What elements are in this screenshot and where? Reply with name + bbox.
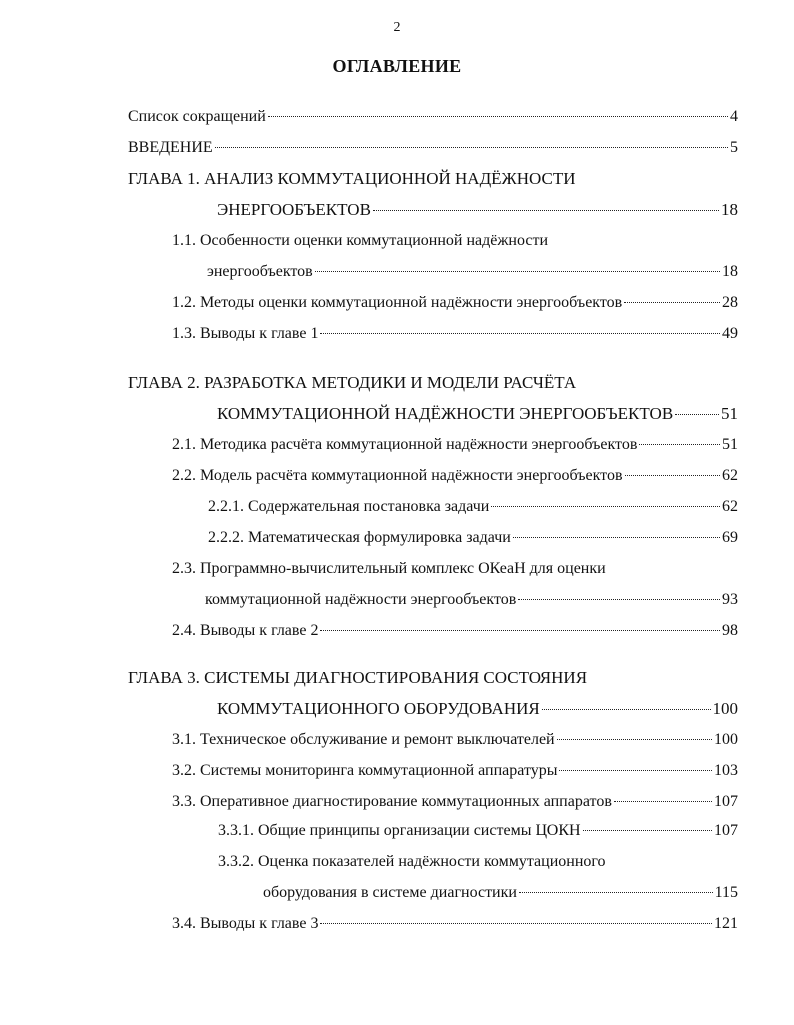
toc-entry-page: 18	[721, 200, 738, 219]
toc-entry-text: энергообъектов	[207, 263, 313, 280]
toc-entry-page: 100	[714, 731, 738, 748]
dot-leader	[513, 537, 720, 538]
toc-entry-page: 103	[714, 762, 738, 779]
dot-leader	[519, 892, 713, 893]
toc-entry-page: 107	[714, 822, 738, 839]
dot-leader	[215, 147, 728, 148]
dot-leader	[675, 414, 719, 415]
toc-entry-page: 4	[730, 108, 738, 125]
dot-leader	[320, 923, 712, 924]
toc-entry[interactable]	[172, 791, 738, 813]
toc-entry-page: 100	[712, 699, 738, 718]
toc-entry-page: 98	[722, 622, 738, 639]
dot-leader	[518, 599, 720, 600]
toc-entry[interactable]	[172, 292, 738, 314]
toc-entry-text: 2.2. Модель расчёта коммутационной надёжности энергообъектов	[172, 467, 623, 484]
dot-leader	[557, 739, 712, 740]
toc-entry-text: 2.4. Выводы к главе 2	[172, 622, 319, 639]
toc-entry[interactable]	[217, 698, 738, 720]
toc-entry-page: 62	[722, 467, 738, 484]
toc-entry-text: 3.3. Оперативное диагностирование коммутационных аппаратов	[172, 793, 612, 810]
toc-entry-text: 2.2.1. Содержательная постановка задачи	[208, 498, 490, 515]
toc-entry[interactable]	[263, 882, 738, 904]
toc-entry-text: 3.3.1. Общие принципы организации системы ЦОКН	[218, 822, 581, 839]
toc-entry-text: КОММУТАЦИОННОГО ОБОРУДОВАНИЯ	[217, 699, 540, 718]
dot-leader	[320, 630, 720, 631]
toc-entry[interactable]	[172, 760, 738, 782]
toc-entry-text: 1.3. Выводы к главе 1	[172, 325, 319, 342]
toc-title: ОГЛАВЛЕНИЕ	[332, 56, 462, 76]
toc-entry[interactable]	[172, 620, 738, 642]
toc-entry-text: 1.2. Методы оценки коммутационной надёжности энергообъектов	[172, 294, 623, 311]
dot-leader	[639, 444, 720, 445]
toc-chapter-heading[interactable]	[128, 372, 576, 394]
toc-entry[interactable]	[208, 496, 738, 518]
toc-entry[interactable]	[172, 230, 548, 252]
toc-entry[interactable]	[218, 820, 738, 842]
toc-entry[interactable]	[205, 589, 738, 611]
toc-entry-page: 115	[714, 884, 738, 901]
toc-entry[interactable]	[217, 199, 738, 221]
toc-entry-text: ГЛАВА 1. АНАЛИЗ КОММУТАЦИОННОЙ НАДЁЖНОСТИ	[128, 169, 576, 188]
dot-leader	[268, 116, 728, 117]
dot-leader	[542, 709, 711, 710]
dot-leader	[373, 210, 719, 211]
toc-entry[interactable]	[218, 851, 606, 873]
toc-entry[interactable]	[208, 527, 738, 549]
toc-entry-text: 1.1. Особенности оценки коммутационной надёжности	[172, 232, 549, 249]
dot-leader	[624, 302, 720, 303]
toc-entry-text: Список сокращений	[128, 108, 266, 125]
toc-entry[interactable]	[217, 403, 738, 425]
dot-leader	[315, 271, 720, 272]
toc-entry[interactable]	[172, 434, 738, 456]
toc-entry-text: ГЛАВА 2. РАЗРАБОТКА МЕТОДИКИ И МОДЕЛИ РАСЧЁТА	[128, 373, 577, 392]
toc-entry[interactable]	[172, 729, 738, 751]
toc-chapter-heading[interactable]	[128, 168, 576, 190]
dot-leader	[614, 801, 712, 802]
dot-leader	[559, 770, 712, 771]
toc-entry-page: 49	[722, 325, 738, 342]
toc-entry-page: 5	[730, 139, 738, 156]
dot-leader	[625, 475, 720, 476]
toc-entry[interactable]	[172, 558, 606, 580]
toc-entry-text: ЭНЕРГООБЪЕКТОВ	[217, 200, 371, 219]
dot-leader	[320, 333, 720, 334]
toc-entry[interactable]	[128, 106, 738, 128]
toc-entry-text: КОММУТАЦИОННОЙ НАДЁЖНОСТИ ЭНЕРГООБЪЕКТОВ	[217, 404, 674, 423]
toc-entry-text: ВВЕДЕНИЕ	[128, 139, 213, 156]
toc-entry-text: 2.3. Программно-вычислительный комплекс ОКеаН для оценки	[172, 560, 606, 577]
toc-entry-text: ГЛАВА 3. СИСТЕМЫ ДИАГНОСТИРОВАНИЯ СОСТОЯНИЯ	[128, 668, 588, 687]
toc-entry-text: 2.1. Методика расчёта коммутационной надёжности энергообъектов	[172, 436, 638, 453]
toc-entry-page: 28	[722, 294, 738, 311]
toc-entry[interactable]	[128, 137, 738, 159]
toc-entry-page: 62	[722, 498, 738, 515]
toc-entry[interactable]	[207, 261, 738, 283]
toc-entry-page: 121	[714, 915, 738, 932]
toc-entry-text: 3.2. Системы мониторинга коммутационной аппаратуры	[172, 762, 558, 779]
toc-entry-text: 2.2.2. Математическая формулировка задачи	[208, 529, 511, 546]
toc-entry-text: 3.4. Выводы к главе 3	[172, 915, 319, 932]
dot-leader	[583, 830, 712, 831]
toc-entry-text: оборудования в системе диагностики	[263, 884, 517, 901]
toc-entry-page: 51	[722, 436, 738, 453]
toc-entry-text: 3.3.2. Оценка показателей надёжности коммутационного	[218, 853, 606, 870]
page-number: 2	[393, 20, 401, 35]
dot-leader	[491, 506, 720, 507]
toc-entry[interactable]	[172, 913, 738, 935]
toc-entry-page: 51	[721, 404, 738, 423]
toc-entry-page: 69	[722, 529, 738, 546]
toc-entry-text: 3.1. Техническое обслуживание и ремонт выключателей	[172, 731, 555, 748]
toc-entry[interactable]	[172, 465, 738, 487]
toc-entry-page: 18	[722, 263, 738, 280]
toc-entry-text: коммутационной надёжности энергообъектов	[205, 591, 517, 608]
toc-entry[interactable]	[172, 323, 738, 345]
toc-entry-page: 93	[722, 591, 738, 608]
toc-entry-page: 107	[714, 793, 738, 810]
toc-chapter-heading[interactable]	[128, 667, 587, 689]
